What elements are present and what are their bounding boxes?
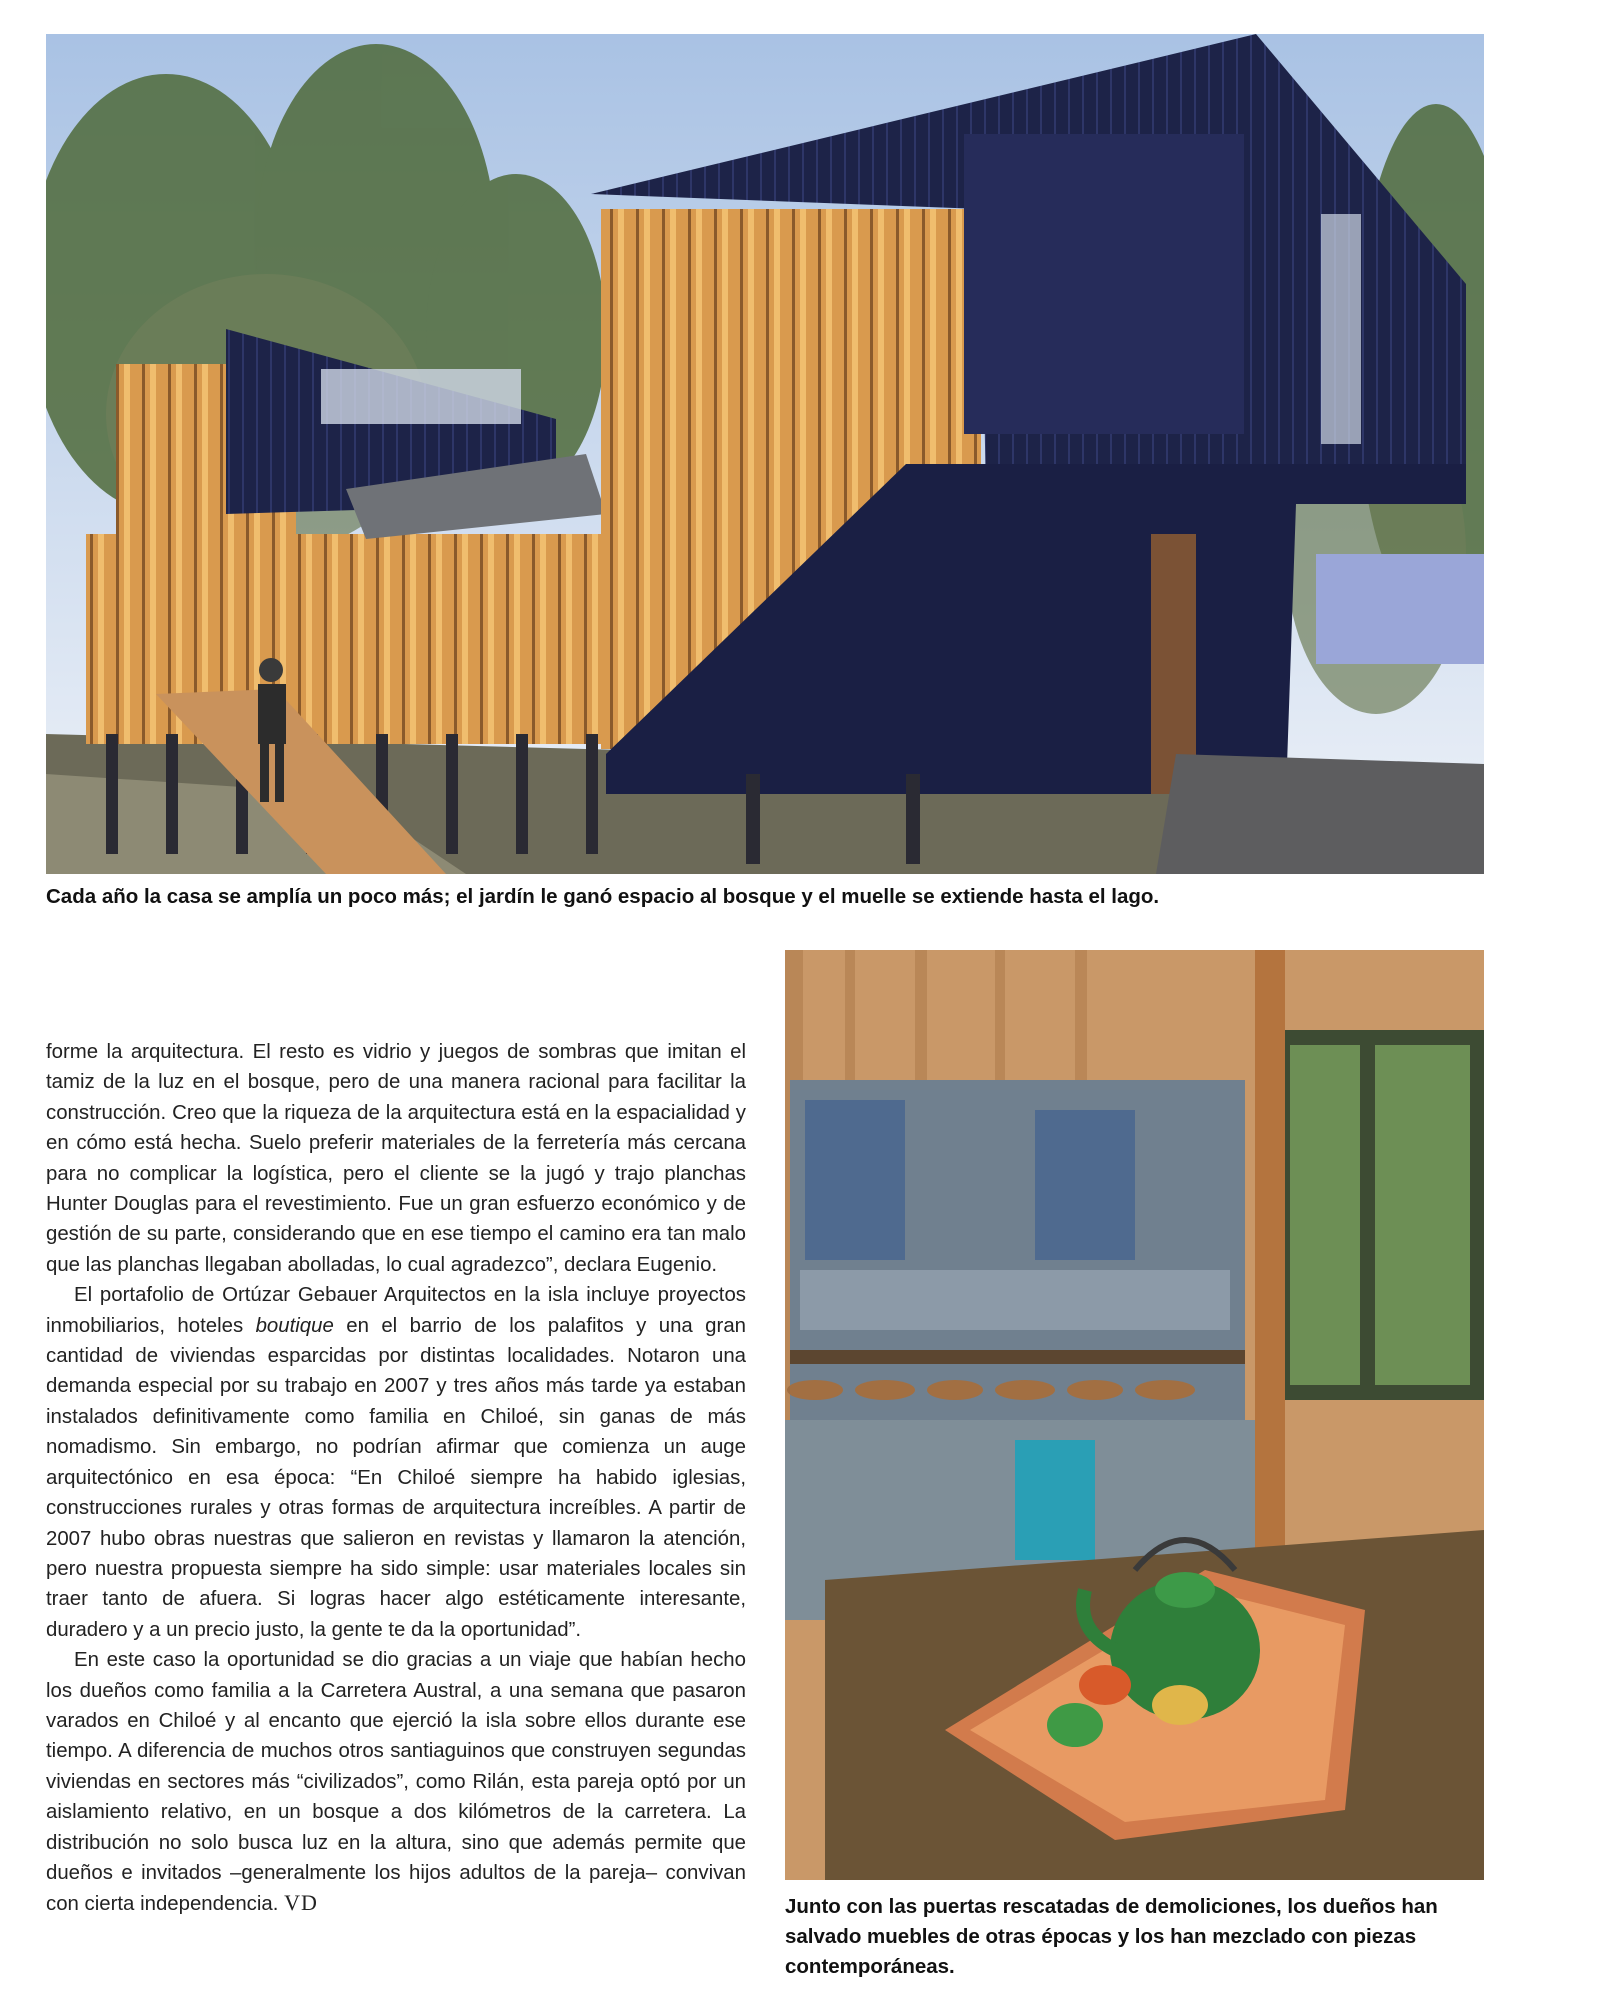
photo-caption: Cada año la casa se amplía un poco más; el jardín le ganó espacio al bosque y el muelle se extiende hasta el lago. — [46, 885, 1160, 908]
house-photo — [46, 34, 1484, 874]
paragraph: En este caso la oportunidad se dio gracias a un viaje que habían hecho los dueños como familia a la Carretera Austral, a una semana que pasaron varados en Chiloé y al encanto que ejerció la isla sobre ellos durante ese tiempo. A diferencia de muchos otros santiaguinos que construyen segundas viviendas en sectores más “civilizados”, como Rilán, esta pareja optó por un aislamiento relativo, en un bosque a dos kilómetros de la carretera. La distribución no solo busca luz en la altura, sino que además permite que dueños e invitados –generalmente los hijos adultos de la pareja– convivan con cierta independencia. VD — [46, 1649, 746, 1916]
photo-caption: Junto con las puertas rescatadas de demoliciones, los dueños han salvado muebles de otras épocas y los han mezclado con piezas contemporáneas. — [785, 1895, 1438, 1978]
paragraph: forme la arquitectura. El resto es vidrio y juegos de sombras que imitan el tamiz de la luz en el bosque, pero de una manera racional para facilitar la construcción. Creo que la riqueza de la arquitectura está en la espacialidad y en cómo está hecha. Suelo preferir materiales de la ferretería más cercana para no complicar la logística, pero el cliente se la jugó y trajo planchas Hunter Douglas para el revestimiento. Fue un gran esfuerzo económico y de gestión de su parte, considerando que en ese tiempo el camino era tan malo que las planchas llegaban abolladas, lo cual agradezco”, declara Eugenio. — [46, 1041, 746, 1276]
interior-illustration — [785, 950, 1484, 1880]
paragraph: El portafolio de Ortúzar Gebauer Arquitectos en la isla incluye proyectos inmobiliarios, hoteles boutique en el barrio de los palafitos y una gran cantidad de viviendas esparcidas por distintas localidades. Notaron una demanda especial por su trabajo en 2007 y tres años más tarde ya estaban instalados definitivamente como familia en Chiloé, sin ganas de más nomadismo. Sin embargo, no podrían afirmar que comienza un auge arquitectónico en esa época: “En Chiloé siempre ha habido iglesias, construcciones rurales y otras formas de arquitectura increíbles. A partir de 2007 hubo obras nuestras que salieron en revistas y llamaron la atención, pero nuestra propuesta siempre ha sido simple: usar materiales locales sin traer tanto de afuera. Si logras hacer algo estéticamente interesante, duradero y a un precio justo, la gente te da la oportunidad”. — [46, 1284, 746, 1641]
interior-photo — [785, 950, 1484, 1880]
house-illustration — [46, 34, 1484, 874]
article-body — [46, 1037, 746, 1920]
author-signature: VD — [284, 1890, 318, 1916]
